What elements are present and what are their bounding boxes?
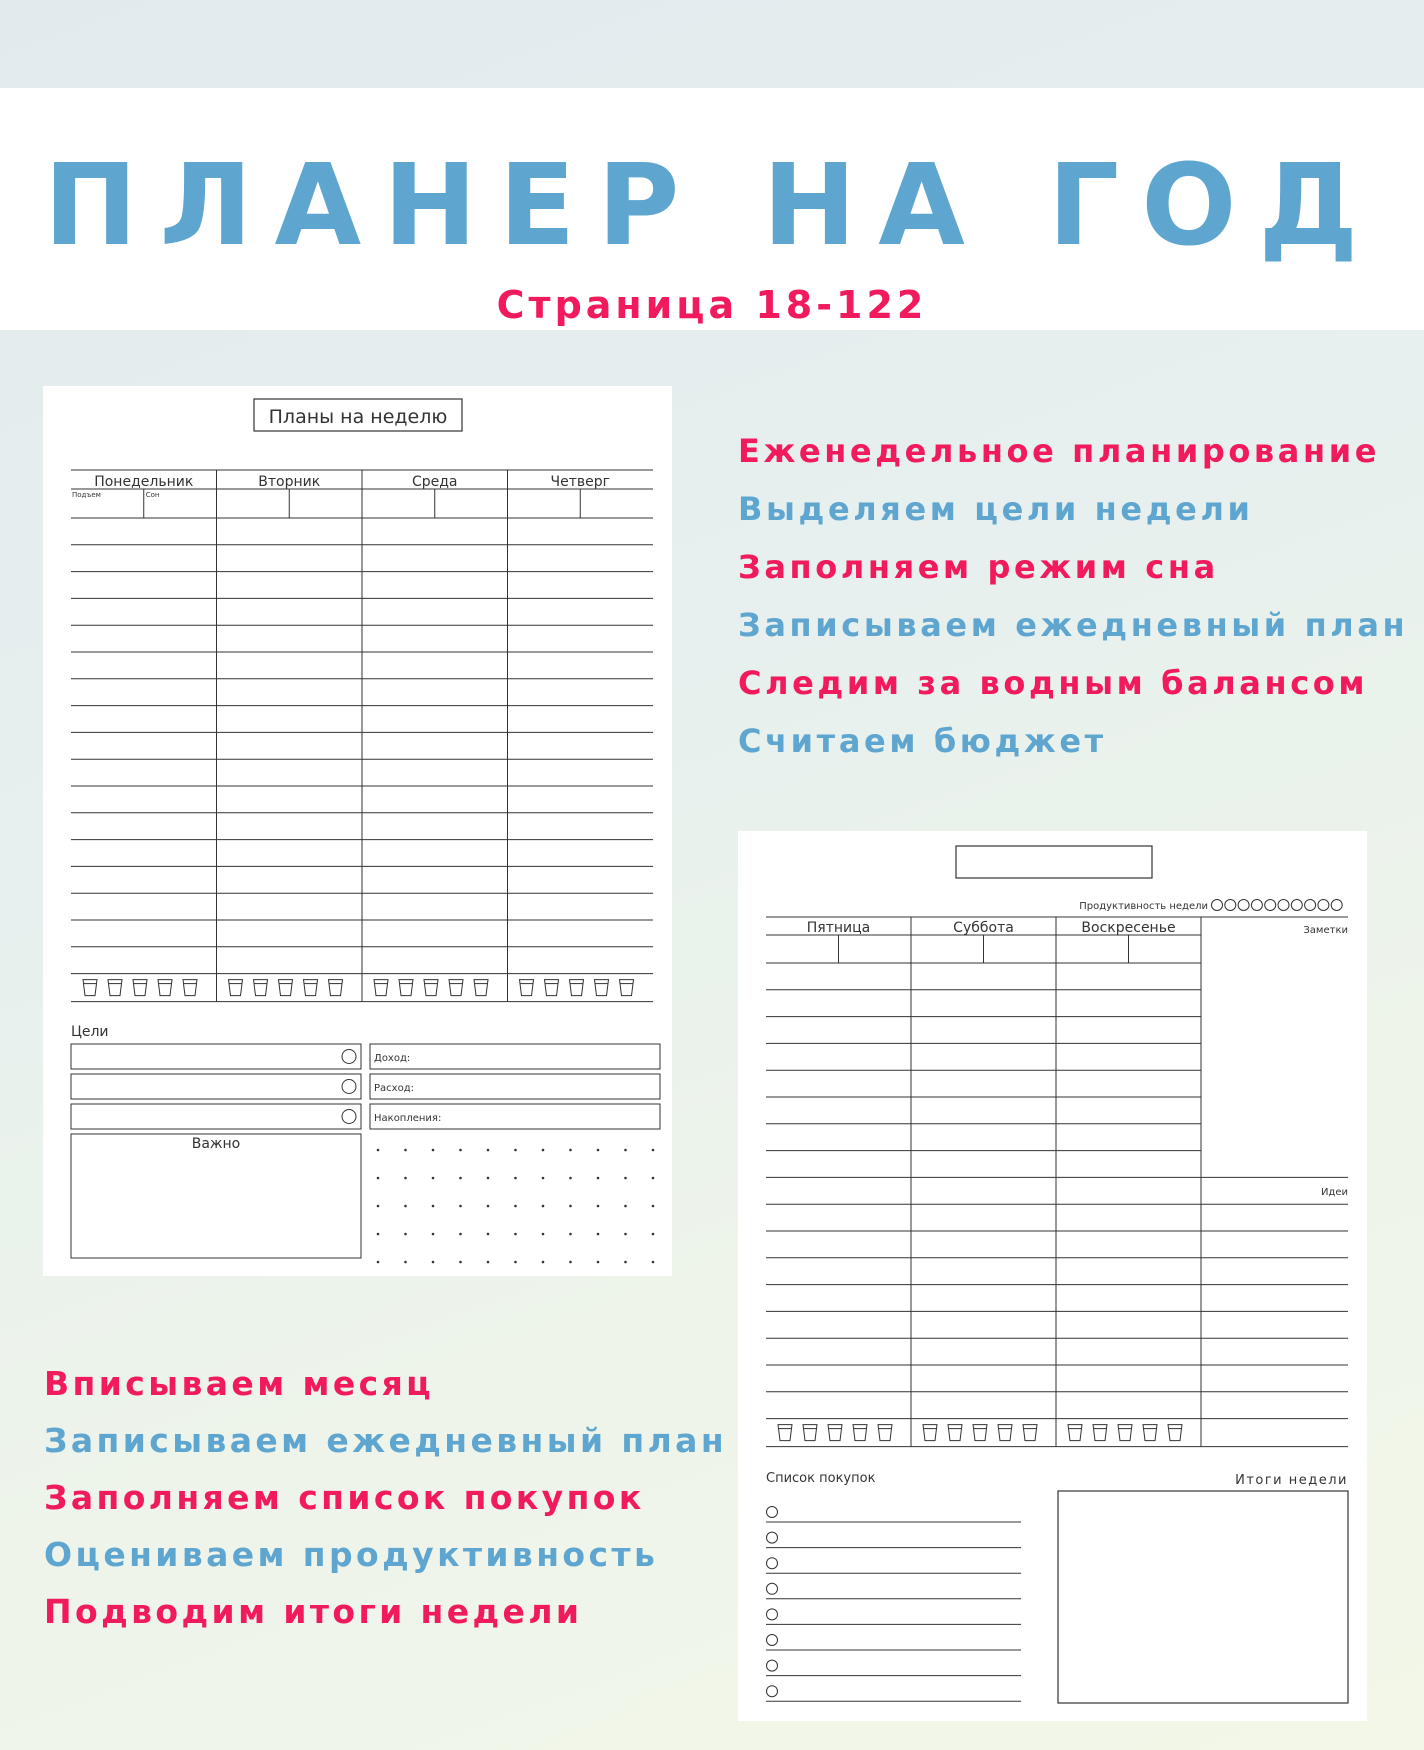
grid-dot (487, 1261, 490, 1264)
planner-page-week-plans (43, 386, 672, 1276)
grid-dot (432, 1205, 435, 1208)
day-header: Суббота (953, 920, 1014, 936)
grid-dot (542, 1205, 545, 1208)
productivity-circle[interactable] (1238, 900, 1249, 911)
week-grid (71, 470, 653, 1002)
grid-dot (404, 1149, 407, 1152)
grid-dot (459, 1177, 462, 1180)
goal-checkbox[interactable] (342, 1110, 356, 1124)
water-glass-icon[interactable] (595, 980, 609, 996)
productivity-circle[interactable] (1212, 900, 1223, 911)
main-title: ПЛАНЕР НА ГОД (43, 141, 1381, 271)
grid-dot (569, 1205, 572, 1208)
goal-checkbox[interactable] (342, 1080, 356, 1094)
water-glass-icon[interactable] (878, 1425, 892, 1441)
water-glass-icon[interactable] (973, 1425, 987, 1441)
grid-dot (624, 1205, 627, 1208)
grid-dot (652, 1261, 655, 1264)
water-glass-icon[interactable] (304, 980, 318, 996)
feature-item: Вписываем месяц (44, 1364, 435, 1403)
water-glass-icon[interactable] (399, 980, 413, 996)
day-header: Понедельник (94, 474, 194, 490)
day-header: Воскресенье (1081, 920, 1176, 936)
grid-dot (597, 1205, 600, 1208)
productivity-circle[interactable] (1291, 900, 1302, 911)
grid-dot (597, 1233, 600, 1236)
budget-label: Расход: (374, 1083, 414, 1094)
wake-label: Подъем (72, 491, 101, 499)
features-list-top (738, 422, 1418, 770)
grid-dot (514, 1205, 517, 1208)
water-glass-icon[interactable] (620, 980, 634, 996)
grid-dot (542, 1261, 545, 1264)
feature-item: Записываем ежедневный план (738, 606, 1409, 644)
grid-dot (487, 1177, 490, 1180)
shopping-checkbox[interactable] (767, 1635, 778, 1646)
feature-item: Заполняем список покупок (44, 1478, 645, 1517)
day-header: Вторник (258, 474, 321, 490)
grid-dot (432, 1233, 435, 1236)
budget-label: Доход: (374, 1053, 411, 1064)
grid-dot (377, 1205, 380, 1208)
grid-dot (487, 1149, 490, 1152)
water-glass-icon[interactable] (1093, 1425, 1107, 1441)
feature-item: Еженедельное планирование (738, 432, 1381, 470)
goal-box[interactable] (71, 1044, 361, 1069)
water-glass-icon[interactable] (545, 980, 559, 996)
grid-dot (377, 1177, 380, 1180)
water-glass-icon[interactable] (108, 980, 122, 996)
grid-dot (459, 1261, 462, 1264)
productivity-label: Продуктивность недели (1079, 901, 1208, 912)
day-header: Пятница (806, 920, 871, 936)
subtitle: Страница 18-122 (496, 283, 928, 327)
shopping-checkbox[interactable] (767, 1583, 778, 1594)
productivity-circle[interactable] (1265, 900, 1276, 911)
important-label: Важно (191, 1136, 241, 1152)
important-box[interactable] (71, 1134, 361, 1258)
water-glass-icon[interactable] (279, 980, 293, 996)
water-glass-icon[interactable] (374, 980, 388, 996)
water-glass-icon[interactable] (1168, 1425, 1182, 1441)
water-glass-icon[interactable] (329, 980, 343, 996)
shopping-label: Список покупок (766, 1471, 876, 1486)
water-glass-icon[interactable] (83, 980, 97, 996)
grid-dot (652, 1149, 655, 1152)
grid-dot (569, 1261, 572, 1264)
feature-item: Выделяем цели недели (738, 490, 1254, 528)
grid-dot (404, 1205, 407, 1208)
page-header: Планы на неделю (268, 406, 448, 428)
productivity-circle[interactable] (1251, 900, 1262, 911)
water-glass-icon[interactable] (133, 980, 147, 996)
grid-dot (377, 1149, 380, 1152)
grid-dot (569, 1233, 572, 1236)
productivity-circle[interactable] (1331, 900, 1342, 911)
shopping-list (766, 1507, 1021, 1702)
grid-dot (459, 1149, 462, 1152)
feature-item: Записываем ежедневный план (44, 1421, 728, 1460)
goals-label: Цели (71, 1024, 109, 1040)
shopping-checkbox[interactable] (767, 1507, 778, 1518)
productivity-circle[interactable] (1318, 900, 1329, 911)
grid-dot (432, 1149, 435, 1152)
shopping-checkbox[interactable] (767, 1558, 778, 1569)
grid-dot (542, 1177, 545, 1180)
feature-item: Подводим итоги недели (44, 1592, 583, 1631)
grid-dot (514, 1233, 517, 1236)
ideas-label: Идеи (1320, 1187, 1348, 1198)
grid-dot (459, 1205, 462, 1208)
grid-dot (487, 1233, 490, 1236)
grid-dot (652, 1233, 655, 1236)
planner-page-2-drawing (738, 831, 1367, 1721)
summary-label: Итоги недели (1235, 1473, 1348, 1488)
grid-dot (514, 1261, 517, 1264)
day-header: Четверг (550, 474, 610, 490)
water-glass-icon[interactable] (1143, 1425, 1157, 1441)
grid-dot (514, 1149, 517, 1152)
water-glass-icon[interactable] (778, 1425, 792, 1441)
goal-checkbox[interactable] (342, 1050, 356, 1064)
grid-dot (569, 1149, 572, 1152)
feature-item: Заполняем режим сна (738, 548, 1219, 586)
grid-dot (542, 1149, 545, 1152)
water-glass-icon[interactable] (254, 980, 268, 996)
grid-dot (624, 1177, 627, 1180)
water-glass-icon[interactable] (1023, 1425, 1037, 1441)
grid-dot (404, 1233, 407, 1236)
productivity-circle[interactable] (1278, 900, 1289, 911)
planner-page-weekend (738, 831, 1367, 1721)
goal-box[interactable] (71, 1104, 361, 1129)
productivity-circle[interactable] (1305, 900, 1316, 911)
features-list-bottom (44, 1355, 728, 1640)
grid-dot (597, 1261, 600, 1264)
grid-dot (514, 1177, 517, 1180)
grid-dot (652, 1205, 655, 1208)
water-glass-icon[interactable] (520, 980, 534, 996)
water-glass-icon[interactable] (474, 980, 488, 996)
sleep-label: Сон (145, 491, 160, 499)
planner-page-1-drawing (43, 386, 672, 1276)
water-glass-icon[interactable] (853, 1425, 867, 1441)
notes-label: Заметки (1303, 925, 1348, 936)
feature-item: Следим за водным балансом (738, 664, 1369, 702)
goal-box[interactable] (71, 1074, 361, 1099)
water-glass-icon[interactable] (998, 1425, 1012, 1441)
budget-box[interactable] (370, 1044, 660, 1069)
grid-dot (624, 1149, 627, 1152)
grid-dot (404, 1261, 407, 1264)
feature-item: Оцениваем продуктивность (44, 1535, 659, 1574)
weekend-grid (766, 917, 1348, 1447)
day-header: Среда (411, 474, 458, 490)
shopping-checkbox[interactable] (767, 1686, 778, 1697)
water-glass-icon[interactable] (158, 980, 172, 996)
grid-dot (597, 1149, 600, 1152)
shopping-checkbox[interactable] (767, 1660, 778, 1671)
productivity-rating (1212, 900, 1343, 911)
grid-dot (652, 1177, 655, 1180)
grid-dot (624, 1261, 627, 1264)
grid-dot (624, 1233, 627, 1236)
month-box[interactable] (956, 846, 1152, 878)
grid-dot (377, 1233, 380, 1236)
water-glass-icon[interactable] (229, 980, 243, 996)
water-glass-icon[interactable] (449, 980, 463, 996)
grid-dot (432, 1177, 435, 1180)
water-glass-icon[interactable] (803, 1425, 817, 1441)
grid-dot (404, 1177, 407, 1180)
water-glass-icon[interactable] (424, 980, 438, 996)
water-glass-icon[interactable] (183, 980, 197, 996)
grid-dot (542, 1233, 545, 1236)
grid-dot (432, 1261, 435, 1264)
productivity-circle[interactable] (1225, 900, 1236, 911)
water-glass-icon[interactable] (828, 1425, 842, 1441)
water-glass-icon[interactable] (948, 1425, 962, 1441)
grid-dot (569, 1177, 572, 1180)
grid-dot (459, 1233, 462, 1236)
grid-dot (597, 1177, 600, 1180)
shopping-checkbox[interactable] (767, 1609, 778, 1620)
feature-item: Считаем бюджет (738, 722, 1107, 760)
water-glass-icon[interactable] (1068, 1425, 1082, 1441)
grid-dot (377, 1261, 380, 1264)
water-glass-icon[interactable] (923, 1425, 937, 1441)
summary-box[interactable] (1058, 1491, 1348, 1703)
water-glass-icon[interactable] (1118, 1425, 1132, 1441)
grid-dot (487, 1205, 490, 1208)
budget-label: Накопления: (374, 1113, 442, 1124)
water-glass-icon[interactable] (570, 980, 584, 996)
shopping-checkbox[interactable] (767, 1532, 778, 1543)
bottom-section (71, 1044, 660, 1263)
